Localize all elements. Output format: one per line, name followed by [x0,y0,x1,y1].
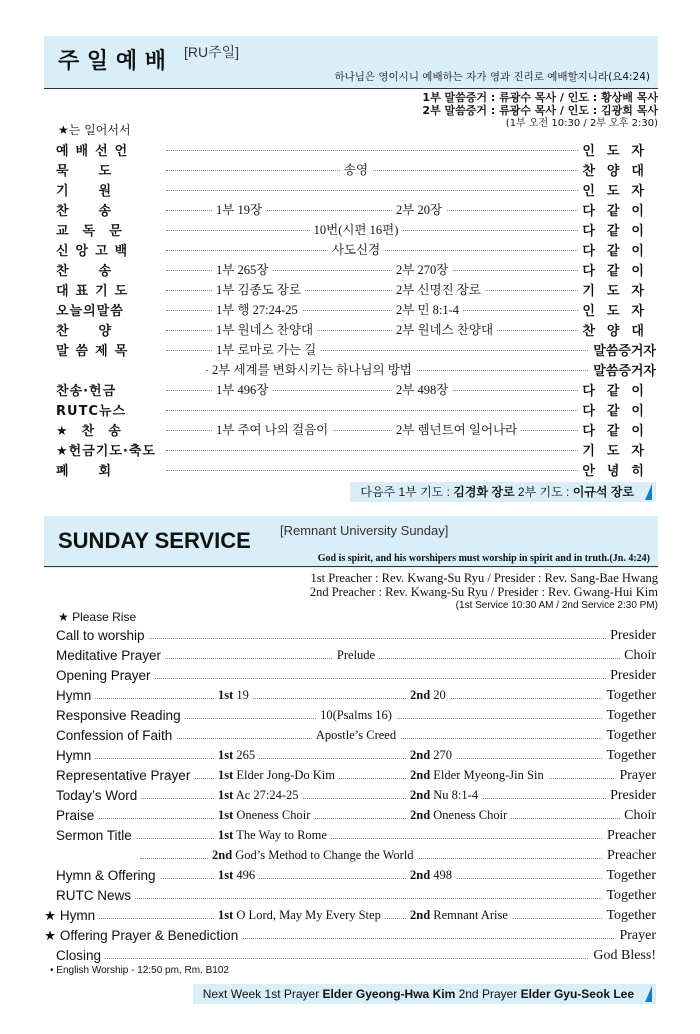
korean-rise-note: ★는 일어서서 [58,123,131,137]
service-text: 498 [433,868,453,882]
corner-triangle-icon [645,484,652,500]
order-leader: Together [602,868,656,884]
second-service-detail [406,908,512,923]
service-text: Oneness Choir [433,808,508,822]
service-number: 2nd [410,908,431,922]
service-text: O Lord, May My Every Step [236,908,381,922]
order-leader: 찬양대 [578,160,656,179]
order-leader: 다같이 [578,240,656,259]
order-row [56,628,656,648]
order-row [56,768,656,788]
second-service-detail [406,768,548,783]
order-label: Closing [56,948,105,963]
order-leader: Prayer [615,768,656,784]
service-number: 2nd [410,748,431,762]
order-row [56,748,656,768]
order-leader: 다같이 [578,400,656,419]
order-leader: 기도자 [578,440,656,459]
order-label: 오늘의말씀 [56,300,128,319]
first-service-detail [214,808,314,823]
leader-dots [56,798,656,799]
order-label: Confession of Faith [56,728,176,743]
order-leader: Presider [606,788,656,804]
order-leader: Together [602,888,656,904]
order-leader: Together [602,688,656,704]
order-detail: 10(Psalms 16) [316,708,396,723]
order-leader: 다같이 [578,380,656,399]
second-service-detail: 2부 270장 [392,260,452,278]
service-text: 20 [433,688,446,702]
order-row [56,688,656,708]
order-label: 찬송 [56,200,145,219]
divider [44,88,658,89]
second-service-detail [406,788,482,803]
order-leader: 다같이 [578,420,656,439]
english-next-week: Next Week 1st Prayer Elder Gyeong-Hwa Kim 2nd Prayer Elder Gyu-Seok Lee [193,984,656,1004]
order-leader: Together [602,908,656,924]
service-text: 265 [236,748,256,762]
english-preacher-2: 2nd Preacher : Rev. Kwang-Su Ryu / Presider : Rev. Gwang-Hui Kim [309,585,658,599]
second-service-detail: 2부 20장 [392,200,446,218]
service-number: 1st [218,768,234,782]
order-label: 대표기도 [56,280,138,299]
order-label: Praise [56,808,98,823]
order-row [56,868,656,888]
order-leader: Choir [620,808,656,824]
first-service-detail: 2부 세계를 변화시키는 하나님의 방법 [208,360,416,378]
order-row [56,200,656,220]
order-row [56,380,656,400]
service-text: Nu 8:1-4 [433,788,479,802]
english-tag: [Remnant University Sunday] [280,523,449,538]
leader-dots [56,838,656,839]
order-leader: 찬양대 [578,320,656,339]
order-leader: 인도자 [578,300,656,319]
order-label: 찬양 [56,320,145,339]
english-rise-note: ★ Please Rise [58,610,137,624]
order-leader: 다같이 [578,260,656,279]
order-leader: 기도자 [578,280,656,299]
order-row [56,140,656,160]
order-row [56,220,656,240]
korean-title: 주 일 예 배 [58,49,166,74]
order-detail: Apostle’s Creed [312,728,400,743]
order-label: ★찬송 [56,420,139,439]
english-title: SUNDAY SERVICE [58,528,251,553]
order-leader: Together [602,708,656,724]
order-label: 폐회 [56,460,145,479]
order-leader: 말씀증거자 [589,360,656,379]
order-row [56,320,656,340]
first-service-detail [208,848,418,863]
order-label: Representative Prayer [56,768,194,783]
order-row [56,420,656,440]
order-label: ★ Offering Prayer & Benediction [44,928,242,944]
order-detail: 송영 [340,160,372,178]
first-service-detail [214,688,253,703]
order-label: Hymn & Offering [56,868,160,883]
leader-dots [56,698,656,699]
order-row [56,728,656,748]
order-label: Sermon Title [56,828,136,843]
order-row [44,908,656,928]
service-number: 2nd [410,788,431,802]
order-detail: 10번(시편 16편) [310,220,403,238]
first-service-detail [214,768,339,783]
order-row [56,240,656,260]
order-row [56,828,656,848]
service-text: 496 [236,868,256,882]
first-service-detail [214,868,259,883]
second-service-detail: 2부 민 8:1-4 [392,300,463,318]
leader-dots [56,958,656,959]
second-service-detail [406,868,456,883]
service-text: Elder Jong-Do Kim [236,768,336,782]
order-leader: God Bless! [589,948,656,964]
order-leader: 다같이 [578,220,656,239]
service-number: 1st [218,868,234,882]
order-row [56,460,656,480]
service-text: The Way to Rome [236,828,327,842]
service-text: 19 [236,688,249,702]
service-number: 2nd [410,808,431,822]
service-number: 1st [218,688,234,702]
order-row [56,260,656,280]
service-text: God’s Method to Change the World [235,848,414,862]
korean-preacher-2: 2부 말씀증거 : 류광수 목사 / 인도 : 김광희 목사 [422,104,658,117]
first-service-detail: 1부 행 27:24-25 [212,300,302,318]
first-service-detail [214,828,331,843]
order-label: 찬송·헌금 [56,380,120,399]
first-service-detail: 1부 원네스 찬양대 [212,320,317,338]
first-service-detail: 1부 주여 나의 걸음이 [212,420,332,438]
english-worship-note: • English Worship - 12:50 pm, Rm. B102 [50,965,229,976]
order-row [56,300,656,320]
service-number: 1st [218,788,234,802]
order-leader: Together [602,728,656,744]
leader-dots [56,818,656,819]
order-label: 말씀제목 [56,340,138,359]
order-label: 신앙고백 [56,240,138,259]
order-row [56,180,656,200]
order-leader: 인도자 [578,140,656,159]
divider [44,566,658,567]
order-label: 기원 [56,180,145,199]
order-leader: Presider [606,668,656,684]
english-times: (1st Service 10:30 AM / 2nd Service 2:30 PM) [455,600,658,611]
order-leader: 안녕히 [578,460,656,479]
order-leader: Together [602,748,656,764]
order-leader: 인도자 [578,180,656,199]
second-service-detail [406,808,511,823]
korean-verse: 하나님은 영이시니 예배하는 자가 영과 진리로 예배할지니라(요4:24) [334,71,650,83]
first-service-detail: 1부 19장 [212,200,266,218]
second-service-detail [406,748,456,763]
order-row [56,788,656,808]
first-service-detail: 1부 김종도 장로 [212,280,305,298]
order-detail: 사도신경 [328,240,384,258]
korean-next-week: 다음주 1부 기도 : 김경화 장로 2부 기도 : 이규석 장로 [350,482,656,502]
service-text: Remnant Arise [433,908,508,922]
order-row [56,808,656,828]
order-row [56,440,656,460]
second-service-detail [406,688,450,703]
korean-tag: [RU주일] [184,44,240,60]
order-leader: Choir [620,648,656,664]
order-leader: 다같이 [578,200,656,219]
service-text: Elder Myeong-Jin Sin [433,768,544,782]
leader-dots [56,898,656,899]
first-service-detail: 1부 265장 [212,260,272,278]
order-label: Meditative Prayer [56,648,165,663]
order-row [56,160,656,180]
order-row [56,888,656,908]
service-text: Ac 27:24-25 [235,788,299,802]
order-label: Responsive Reading [56,708,185,723]
second-service-detail: 2부 원네스 찬양대 [392,320,497,338]
second-service-detail: 2부 498장 [392,380,452,398]
order-label: 교독문 [56,220,140,239]
service-text: 270 [433,748,453,762]
order-label: Opening Prayer [56,668,155,683]
order-leader: 말씀증거자 [589,340,656,359]
first-service-detail [214,908,385,923]
order-label: Hymn [56,748,95,763]
order-row [56,360,656,380]
order-detail: Prelude [333,648,379,663]
order-row [44,928,656,948]
order-row [56,400,656,420]
service-number: 1st [218,908,234,922]
order-label: ★ Hymn [44,908,99,924]
service-number: 2nd [212,848,233,862]
second-service-detail: 2부 신명진 장로 [392,280,485,298]
order-label: 찬송 [56,260,145,279]
service-text: Oneness Choir [236,808,311,822]
order-label: Hymn [56,688,95,703]
order-leader: Preacher [603,848,656,864]
order-row [56,340,656,360]
service-number: 2nd [410,868,431,882]
korean-times: (1부 오전 10:30 / 2부 오후 2:30) [505,118,658,129]
order-label: Today’s Word [56,788,141,803]
service-number: 1st [218,828,234,842]
order-leader: Presider [606,628,656,644]
first-service-detail [214,748,259,763]
order-leader: Preacher [603,828,656,844]
korean-preacher-1: 1부 말씀증거 : 류광수 목사 / 인도 : 황상배 목사 [422,91,658,104]
order-row [56,708,656,728]
order-label: 예배선언 [56,140,138,159]
english-verse: God is spirit, and his worshipers must worship in spirit and in truth.(Jn. 4:24) [317,553,650,564]
order-label: ★헌금기도·축도 [56,440,160,459]
first-service-detail: 1부 496장 [212,380,272,398]
first-service-detail [214,788,303,803]
corner-triangle-icon [645,986,652,1002]
order-row [56,280,656,300]
first-service-detail: 1부 로마로 가는 길 [212,340,320,358]
english-preacher-1: 1st Preacher : Rev. Kwang-Su Ryu / Presider : Rev. Sang-Bae Hwang [310,571,658,585]
order-row [56,668,656,688]
second-service-detail: 2부 렘넌트여 일어나라 [392,420,521,438]
service-number: 2nd [410,688,431,702]
service-number: 2nd [410,768,431,782]
leader-dots [56,758,656,759]
order-label: Call to worship [56,628,149,643]
order-label: RUTC News [56,888,135,903]
order-leader: Prayer [615,928,656,944]
order-row [56,648,656,668]
order-row [56,848,656,868]
korean-header [44,36,658,88]
order-label: RUTC뉴스 [56,400,130,419]
service-number: 1st [218,808,234,822]
order-label: 묵도 [56,160,145,179]
service-number: 1st [218,748,234,762]
english-header [44,516,658,568]
